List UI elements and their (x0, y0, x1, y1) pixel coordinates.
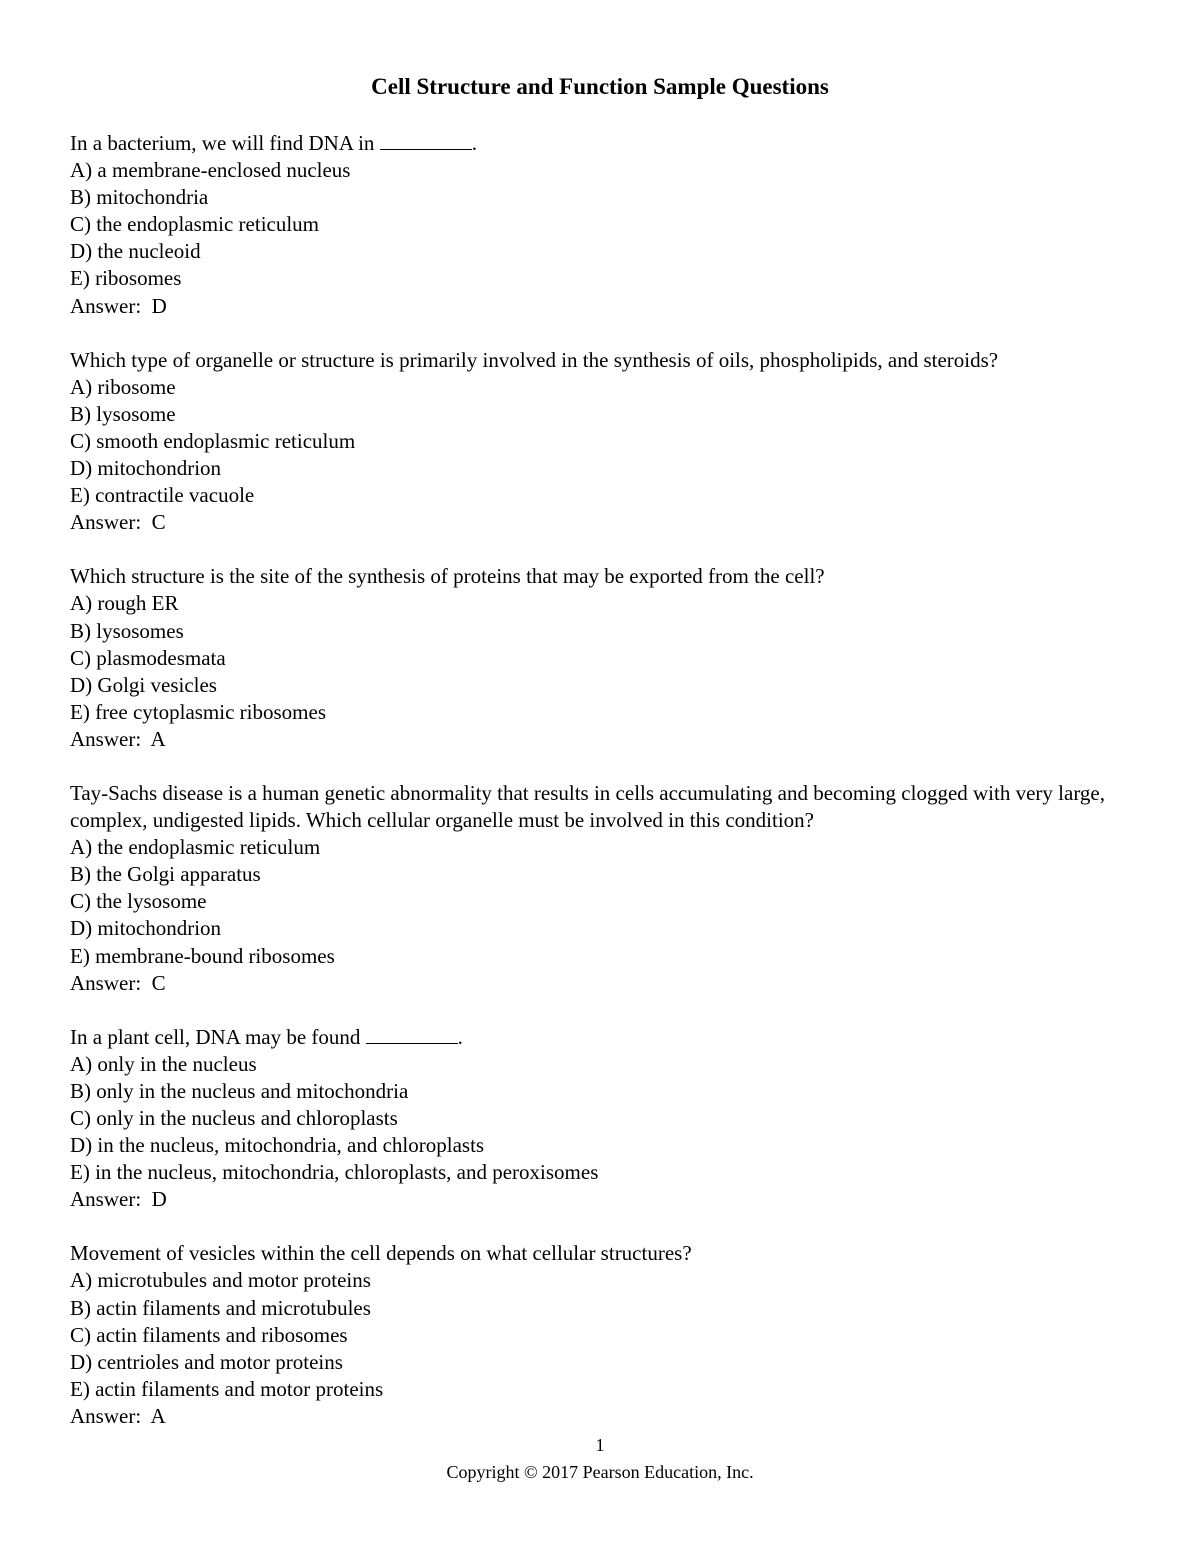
question-stem (70, 347, 1140, 374)
answer-option: A) the endoplasmic reticulum (70, 835, 321, 860)
answer-option: B) the Golgi apparatus (70, 862, 261, 887)
answer-option: E) actin filaments and motor proteins (70, 1376, 384, 1401)
question-block (70, 1024, 1140, 1214)
answer-key: Answer: A (70, 726, 166, 751)
answer-key: Answer: D (70, 1187, 167, 1212)
question-text: Which type of organelle or structure is primarily involved in the synthesis of oils, phospholipids, and steroids? (70, 347, 999, 372)
question-list (70, 130, 1140, 1457)
answer-option: B) actin filaments and microtubules (70, 1295, 371, 1320)
page-number: 1 (595, 1435, 605, 1455)
question-stem (70, 130, 1140, 157)
answer-blank (380, 132, 472, 150)
answer-key: Answer: D (70, 293, 167, 318)
answer-option: C) actin filaments and ribosomes (70, 1322, 348, 1347)
answer-option: E) contractile vacuole (70, 483, 255, 508)
answer-option: A) only in the nucleus (70, 1051, 257, 1076)
answer-option: C) the endoplasmic reticulum (70, 212, 320, 237)
answer-option: D) in the nucleus, mitochondria, and chloroplasts (70, 1133, 485, 1158)
answer-option: E) ribosomes (70, 266, 182, 291)
question-block (70, 563, 1140, 753)
question-block (70, 347, 1140, 537)
answer-option: B) lysosome (70, 401, 176, 426)
answer-option: D) centrioles and motor proteins (70, 1349, 343, 1374)
answer-key: Answer: C (70, 970, 166, 995)
question-block (70, 780, 1140, 997)
question-stem (70, 1240, 1140, 1267)
question-stem (70, 780, 1140, 834)
question-text: In a plant cell, DNA may be found (70, 1024, 366, 1049)
answer-option: C) the lysosome (70, 889, 207, 914)
answer-option: B) mitochondria (70, 185, 209, 210)
question-stem (70, 1024, 1140, 1051)
answer-key: Answer: C (70, 510, 166, 535)
answer-option: A) ribosome (70, 374, 176, 399)
answer-option: A) rough ER (70, 591, 179, 616)
answer-option: D) mitochondrion (70, 916, 222, 941)
answer-option: A) a membrane-enclosed nucleus (70, 158, 351, 183)
answer-option: C) only in the nucleus and chloroplasts (70, 1106, 398, 1130)
answer-option: B) only in the nucleus and mitochondria (70, 1078, 409, 1103)
question-text: Tay-Sachs disease is a human genetic abnormality that results in cells accumulating and becoming clogged with very large, complex, undigested lipids. Which cellular organelle must be involved in this condition? (70, 780, 1105, 833)
question-text-end: . (471, 131, 477, 155)
page-title: Cell Structure and Function Sample Questions (371, 74, 829, 99)
answer-option: E) membrane-bound ribosomes (70, 943, 335, 968)
question-block (70, 1240, 1140, 1430)
question-block (70, 130, 1140, 320)
answer-option: D) mitochondrion (70, 456, 222, 481)
answer-option: C) plasmodesmata (70, 645, 226, 670)
answer-option: C) smooth endoplasmic reticulum (70, 428, 356, 453)
question-text: In a bacterium, we will find DNA in (70, 131, 380, 155)
answer-option: E) free cytoplasmic ribosomes (70, 699, 326, 724)
answer-option: B) lysosomes (70, 618, 184, 643)
question-text: Which structure is the site of the synthesis of proteins that may be exported from the cell? (70, 564, 825, 589)
answer-option: D) Golgi vesicles (70, 672, 217, 697)
question-text-end: . (457, 1024, 463, 1049)
answer-option: D) the nucleoid (70, 239, 201, 264)
question-stem (70, 563, 1140, 590)
question-text: Movement of vesicles within the cell depends on what cellular structures? (70, 1241, 692, 1266)
answer-blank (366, 1026, 458, 1044)
answer-key: Answer: A (70, 1403, 166, 1428)
answer-option: A) microtubules and motor proteins (70, 1268, 371, 1293)
copyright-notice: Copyright © 2017 Pearson Education, Inc. (446, 1462, 754, 1482)
answer-option: E) in the nucleus, mitochondria, chloroplasts, and peroxisomes (70, 1160, 599, 1185)
